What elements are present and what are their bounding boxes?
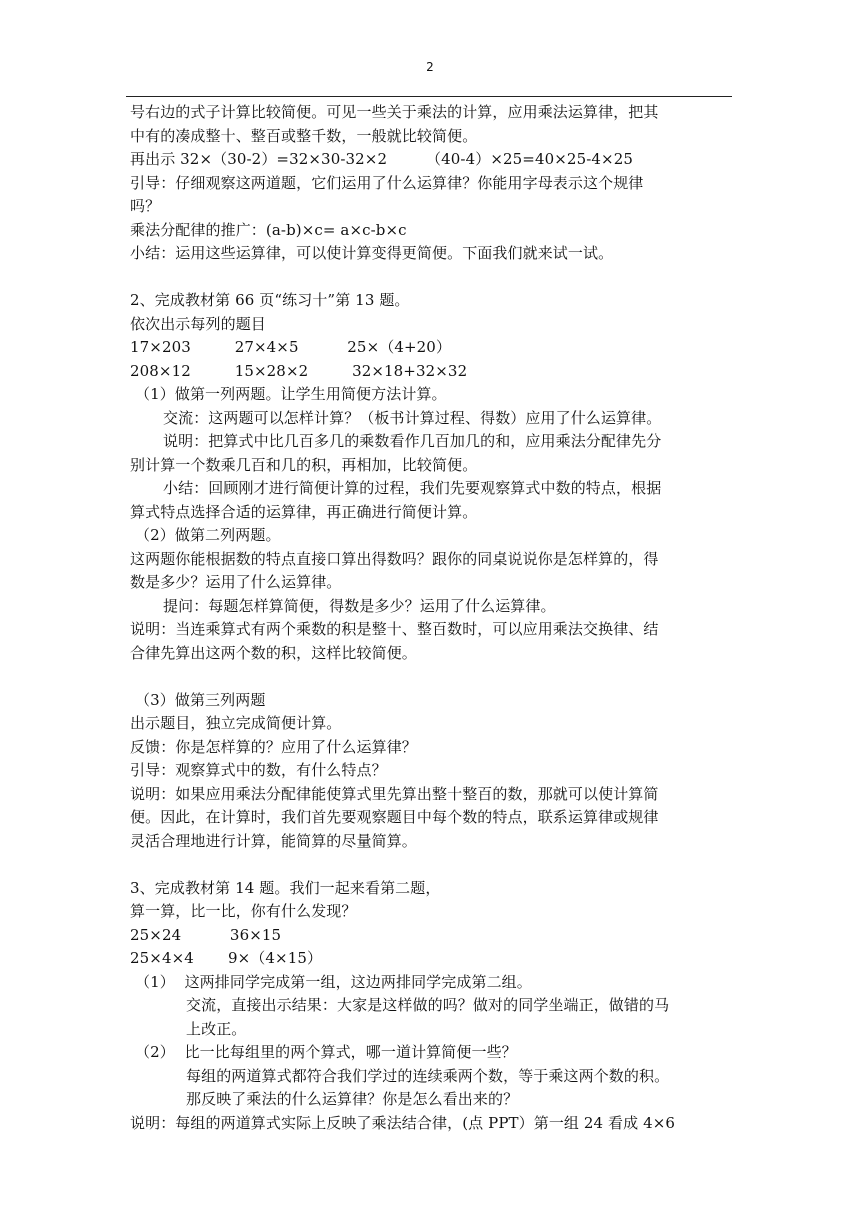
text-line: 灵活合理地进行计算，能简算的尽量简算。: [130, 831, 417, 850]
text-line: 引导：仔细观察这两道题，它们运用了什么运算律？你能用字母表示这个规律: [130, 173, 644, 192]
text-line: 说明：如果应用乘法分配律能使算式里先算出整十整百的数，那就可以使计算简: [130, 784, 659, 803]
text-line: 号右边的式子计算比较简便。可见一些关于乘法的计算，应用乘法运算律，把其: [130, 103, 659, 121]
text-line: 引导：观察算式中的数，有什么特点？: [130, 761, 387, 779]
text-line: 小结：运用这些运算律，可以使计算变得更简便。下面我们就来试一试。: [130, 244, 614, 262]
text-line: 算一算，比一比，你有什么发现？: [130, 902, 357, 920]
text-line: 每组的两道算式都符合我们学过的连续乘两个数，等于乘这两个数的积。: [186, 1066, 670, 1085]
exercise-row: 208×12 15×28×2 32×18+32×32: [130, 361, 468, 380]
document-body: [130, 101, 734, 1135]
text-line: 说明：当连乘算式有两个乘数的积是整十、整百数时，可以应用乘法交换律、结: [130, 620, 659, 638]
text-line: 出示题目，独立完成简便计算。: [130, 714, 342, 732]
text-line: 便。因此，在计算时，我们首先要观察题目中每个数的特点，联系运算律或规律: [130, 808, 659, 826]
text-line: 上改正。: [186, 1019, 247, 1038]
text-line: 这两题你能根据数的特点直接口算出得数吗？跟你的同桌说说你是怎样算的，得: [130, 549, 659, 568]
blank-line: [130, 266, 734, 290]
text-line: 提问：每题怎样算简便，得数是多少？运用了什么运算律。: [163, 596, 556, 615]
text-line: 数是多少？运用了什么运算律。: [130, 573, 342, 591]
page-number: 2: [426, 60, 434, 74]
text-line: （1） 这两排同学完成第一组，这边两排同学完成第二组。: [135, 972, 532, 991]
text-line: 说明：每组的两道算式实际上反映了乘法结合律，(点 PPT）第一组 24 看成 4×6: [130, 1113, 676, 1132]
text-line: （2） 比一比每组里的两个算式，哪一道计算简便一些？: [135, 1043, 517, 1061]
text-line: 反馈：你是怎样算的？应用了什么运算律？: [130, 737, 417, 756]
blank-line: [130, 665, 734, 689]
section-heading: 3、完成教材第 14 题。我们一起来看第二题，: [130, 878, 441, 897]
header-rule: [126, 96, 732, 97]
text-line: 吗？: [130, 197, 161, 215]
text-line: 合律先算出这两个数的积，这样比较简便。: [130, 643, 417, 662]
text-line: 中有的凑成整十、整百或整千数，一般就比较简便。: [130, 126, 478, 145]
text-line: 说明：把算式中比几百多几的乘数看作几百加几的和，应用乘法分配律先分: [163, 432, 662, 450]
text-line: 交流：这两题可以怎样计算？（板书计算过程、得数）应用了什么运算律。: [163, 408, 662, 427]
exercise-row: 17×203 27×4×5 25×（4+20）: [130, 338, 452, 356]
text-line: （1）做第一列两题。让学生用简便方法计算。: [135, 385, 447, 403]
section-heading: 2、完成教材第 66 页“练习十”第 13 题。: [130, 291, 410, 309]
text-line: 乘法分配律的推广：(a-b)×c= a×c-b×c: [130, 220, 407, 239]
text-line: 再出示 32×（30-2）=32×30-32×2 （40-4）×25=40×25-4×25: [130, 150, 633, 168]
exercise-row: 25×24 36×15: [130, 925, 282, 944]
text-line: （3）做第三列两题: [135, 690, 266, 709]
blank-line: [130, 853, 734, 877]
text-line: 别计算一个数乘几百和几的积，再相加，比较简便。: [130, 455, 478, 474]
text-line: 算式特点选择合适的运算律，再正确进行简便计算。: [130, 502, 478, 521]
text-line: 那反映了乘法的什么运算律？你是怎么看出来的？: [186, 1090, 519, 1108]
text-line: 依次出示每列的题目: [130, 314, 266, 333]
exercise-row: 25×4×4 9×（4×15）: [130, 949, 323, 967]
text-line: 交流，直接出示结果：大家是这样做的吗？做对的同学坐端正，做错的马: [186, 996, 670, 1014]
text-line: 小结：回顾刚才进行简便计算的过程，我们先要观察算式中数的特点，根据: [163, 479, 662, 497]
text-line: （2）做第二列两题。: [135, 526, 281, 544]
